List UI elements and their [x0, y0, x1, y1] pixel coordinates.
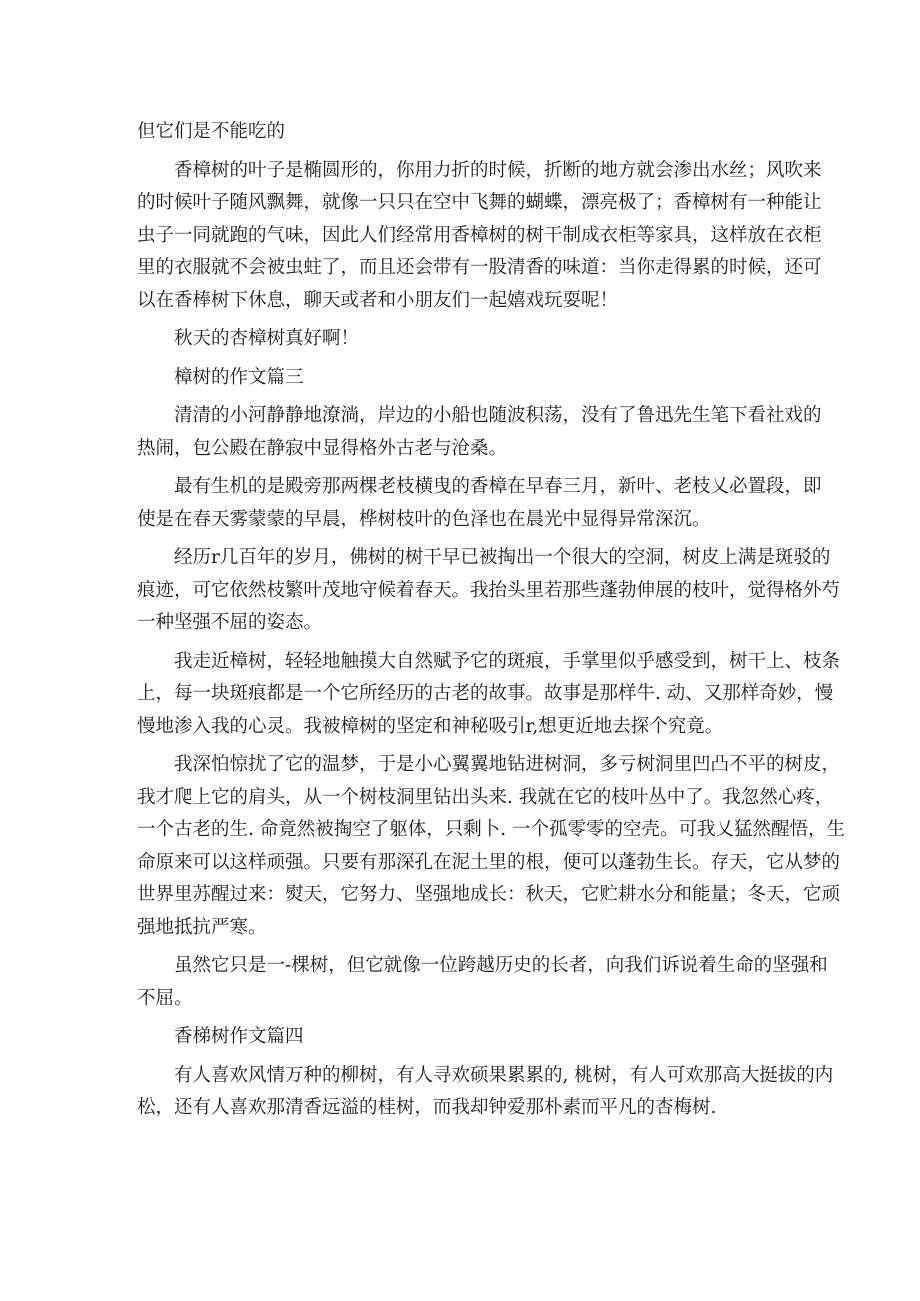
text-line: 上，每一块斑痕都是一个它所经历的古老的故事。故事是那样牛. 动、又那样奇妙，慢 [137, 683, 834, 704]
paragraph [137, 362, 787, 395]
paragraph [137, 646, 841, 744]
paragraph [137, 323, 787, 356]
text-line: 我才爬上它的肩头，从一个树枝洞里钻出头来. 我就在它的枝叶丛中了。我忽然心疼， [137, 786, 834, 808]
text-line: 有人喜欢风情万种的柳树，有人寻欢硕果累累的, 桃树，有人可欢那高大挺拔的内 [174, 1064, 834, 1086]
text-line: 松，还有人喜欢那清香远溢的桂树，而我却钟爱那朴素而平凡的杏梅树. [137, 1097, 717, 1118]
paragraph [137, 471, 822, 536]
text-line: 虽然它只是一-棵树，但它就像一位跨越历史的长者，向我们诉说着生命的坚强和 [174, 955, 828, 976]
text-line: 一种坚强不屈的姿态。 [137, 612, 323, 633]
text-line: 但它们是不能吃的 [137, 121, 286, 142]
text-line: 的时候叶子随风飘舞，就像一只只在空中飞舞的蝴蝶，漂亮极了；香樟树有一种能让 [137, 192, 822, 213]
paragraph [137, 950, 828, 1015]
text-line: 最有生机的是殿旁那两棵老枝横曳的香樟在早春三月，新叶、老枝乂必置段，即 [174, 476, 822, 497]
paragraph [137, 400, 822, 465]
text-line: 强地抵抗严寒。 [137, 916, 267, 938]
text-line: 经历r几百年的岁月，佛树的树干早已被掏出一个很大的空洞，树皮上满是斑驳的 [174, 547, 831, 568]
paragraph [137, 542, 841, 640]
text-line: 香梯树作文篇四 [174, 1026, 304, 1047]
text-line: 我深怕惊扰了它的温梦，于是小心翼翼地钻进树洞，多亏树洞里凹凸不平的树皮， [174, 754, 841, 775]
text-line: 慢地渗入我的心灵。我被樟树的坚定和神秘吸引r,想更近地去探个究竟。 [137, 715, 724, 737]
text-line: 以在香棒树下休息，聊天或者和小朋友们一起嬉戏玩耍呢！ [137, 289, 619, 311]
paragraph [137, 155, 822, 318]
text-line: 里的衣服就不会被虫蛀了，而且还会带有一股清香的味道：当你走得累的时候，还可 [137, 257, 822, 278]
text-line: 命原来可以这样顽强。只要有那深孔在泥土里的根，便可以蓬勃生长。存天，它从梦的 [137, 851, 841, 873]
text-line: 香樟树的叶子是椭圆形的，你用力折的时候，折断的地方就会渗出水丝；风吹来 [174, 159, 822, 181]
paragraph [137, 116, 787, 149]
text-line: 一个古老的生. 命竟然被掏空了躯体，只剩卜. 一个孤零零的空壳。可我乂猛然醒悟，生 [137, 819, 846, 840]
text-line: 秋天的杏樟树真好啊！ [174, 328, 360, 349]
paragraph [137, 1060, 834, 1125]
text-line: 虫子一同就跑的气味，因此人们经常用香樟树的树干制成衣柜等家具，这样放在衣柜 [137, 224, 822, 246]
paragraph [137, 1021, 787, 1054]
paragraph [137, 749, 846, 944]
text-line: 不屈。 [137, 987, 193, 1009]
text-line: 热闹，包公殿在静寂中显得格外古老与沧桑。 [137, 437, 508, 459]
text-line: 清清的小河静静地潦淌，岸边的小船也随波积荡，没有了鲁迅先生笔下看社戏的 [174, 405, 822, 426]
text-line: 樟树的作文篇三 [174, 366, 304, 388]
text-line: 我走近樟树，轻轻地触摸大自然赋予它的斑痕，手掌里似乎感受到，树干上、枝条 [174, 650, 841, 672]
text-line: 使是在春天雾蒙蒙的早晨，桦树枝叶的色泽也在晨光中显得异常深沉。 [137, 508, 711, 530]
text-line: 痕迹，可它依然枝繁叶茂地守候着春天。我抬头里若那些蓬勃伸展的枝叶，觉得格外芍 [137, 579, 841, 601]
document-body [137, 116, 846, 1131]
text-line: 世界里苏醒过来：熨天，它努力、坚强地成长：秋天，它贮耕水分和能量；冬天，它顽 [137, 884, 841, 905]
